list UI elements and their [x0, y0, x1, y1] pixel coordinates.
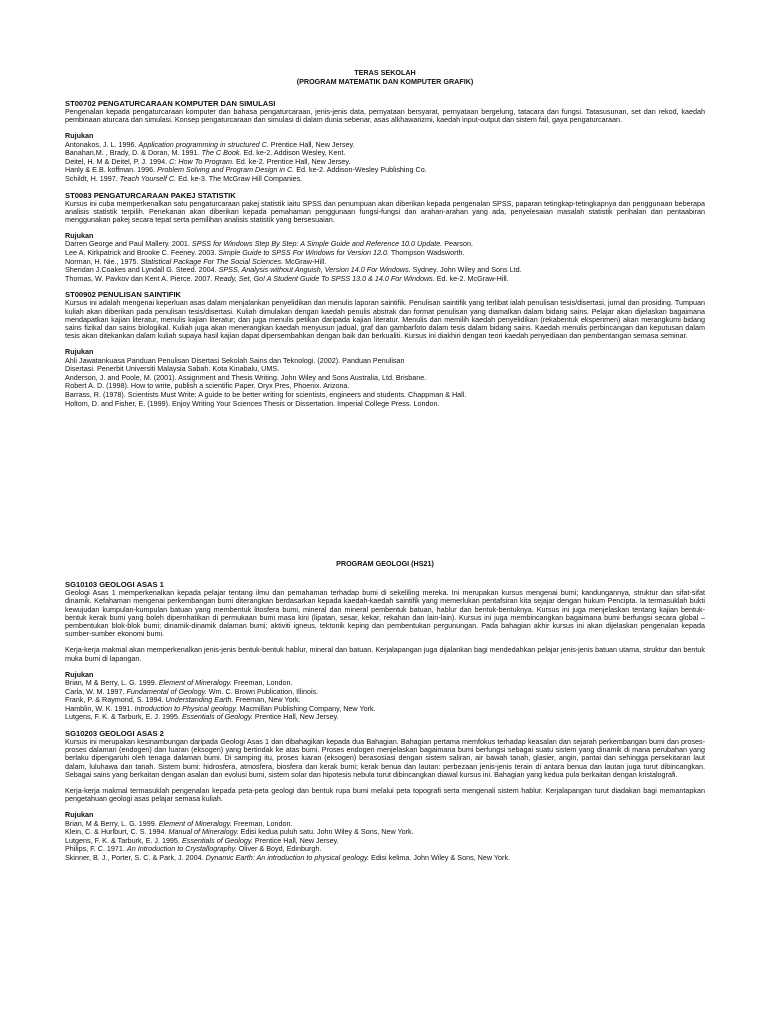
page-title: TERAS SEKOLAH	[354, 68, 416, 77]
reference-text: Carla, W. M. 1997.	[65, 686, 127, 696]
reference-title: Application programming in structured C.	[138, 139, 269, 149]
reference-title: The C Book.	[201, 148, 242, 158]
reference-publisher: Ed. ke-2. Addison Wesley, Kent.	[241, 148, 346, 158]
reference-text: Darren George and Paul Mallery. 2001.	[65, 239, 192, 249]
reference-text: Barrass, R. (1978). Scientists Must Write: A guide to be better writing for scientists, engineers and students. Chappman & Hall.	[65, 389, 467, 399]
references-heading: Rujukan	[65, 810, 94, 820]
reference-title: Element of Mineralogy.	[158, 677, 232, 687]
document-page	[65, 68, 705, 863]
course-title: ST00702 PENGATURCARAAN KOMPUTER DAN SIMULASI	[65, 99, 276, 108]
references-heading: Rujukan	[65, 231, 94, 241]
reference-text: Anderson, J. and Poole, M. (2001). Assignment and Thesis Writing. John Wiley and Sons Australia, Ltd. Brisbane.	[65, 372, 427, 382]
reference-title: Simple Guide to SPSS For Windows for Version 12.0.	[218, 247, 389, 257]
reference-publisher: Ed. ke-2. Addison-Wesley Publishing Co.	[294, 165, 427, 175]
reference-entry	[65, 854, 705, 863]
reference-text: Norman, H. Nie., 1975.	[65, 256, 141, 266]
reference-publisher: Freeman, London.	[231, 677, 293, 687]
course-description: Geologi Asas 1 memperkenalkan kepada pelajar tentang ilmu dan pemahaman terhadap bumi di sekeliling mereka. Ini merupakan kursus mengenai bumi; kandungannya, struktur dan sifat-sifat dinamik. Kefahaman mengenai perkembangan bumi diterangkan berdasarkan kepada kaedah-kaedah saintifik yang memerlukan pentafsiran kita sejajar dengan hukum Pencipta. Ia termasuklah bukti kewujudan kumpulan-kumpulan batuan yang membentuk litosfera bumi, mineral dan mineral pembentuk batuan, hablur dan bentuk-bentuknya. Kursus ini juga menjelaskan tentang kajian bentuk-bentuk kerak bumi yang boleh dipernhatikan di permukaan bumi masa kini (lipatan, sesar, kekar, rekahan dan lain-lain). Kursus ini juga membincangkan bagaimana bumi berfungsi secara global – pembentukan blok-blok bumi; dinamik-dinamik dalaman bumi; aktiviti igneus, tektonik keping dan pembentukan pergunungan. Pada bahagian akhir kursus ini akan dijelaskan pengenalan kepada sumber-sumber ekonomi bumi.	[65, 588, 705, 639]
references-heading: Rujukan	[65, 669, 94, 679]
reference-title: Element of Mineralogy.	[158, 818, 232, 828]
course-description: Kerja-kerja makmal termasuklah pengenalan kepada peta-peta geologi dan bentuk rupa bumi melalui peta topografi serta mengenali sistem hablur. Kerjalapangan turut diadakan bagi memantapkan pengetahuan geologi asas pelajar semasa kuliah.	[65, 785, 705, 804]
course-section	[65, 580, 705, 722]
reference-text: Deitel, H. M & Deitel, P. J. 1994.	[65, 156, 170, 166]
reference-title: Fundamental of Geology.	[126, 686, 207, 696]
course-description: Kerja-kerja makmal akan memperkenalkan jenis-jenis bentuk-bentuk hablur, mineral dan batuan. Kerjalapangan juga dijalankan bagi mendedahkan pelajar jenis-jenis batuan utama, struktur dan bentuk muka bumi di lapangan.	[65, 645, 705, 663]
reference-publisher: Prentice Hall, New Jersey.	[252, 835, 339, 845]
reference-publisher: Freeman, London.	[231, 818, 293, 828]
references-heading: Rujukan	[65, 131, 94, 141]
reference-entry	[65, 400, 705, 409]
reference-text: Antonakos, J. L. 1996.	[65, 139, 139, 149]
reference-title: SPSS, Analysis without Anguish, Version 14.0 For Windows.	[218, 265, 411, 275]
reference-text: Disertasi. Penerbit Universiti Malaysia Sabah. Kota Kinabalu, UMS.	[65, 364, 280, 374]
reference-publisher: Thompson Wadsworth.	[388, 247, 465, 257]
course-list-computing	[65, 99, 705, 408]
reference-title: Ready, Set, Go! A Student Guide To SPSS 13.0 & 14.0 For Windows.	[214, 273, 435, 283]
reference-publisher: Sydney. John Wiley and Sons Ltd.	[410, 265, 522, 275]
reference-text: Lutgens, F. K. & Tarburk, E. J. 1995.	[65, 712, 182, 722]
reference-publisher: Macmillan Publishing Company, New York.	[237, 703, 376, 713]
course-description: Pengenalan kepada pengaturcaraan komputer dan bahasa pengaturcaraan, jenis-jenis data, pernyataan bersyarat, pernyataan bergelung, tatacara dan fungsi. Tatasusunan, set dan rekod, kaedah pembinaan aturcara dan simulasi. Konsep pengaturcaraan dan simulasi di dalam dunia sebenar, asas alkhawarizmi, kaedah input-output dan sistem fail, gaya pengaturcaraan.	[65, 107, 705, 125]
reference-entry	[65, 275, 705, 284]
reference-title: Essentials of Geology.	[181, 712, 253, 722]
reference-text: Brian, M & Berry, L. G. 1999.	[65, 818, 159, 828]
reference-text: Frank, P. & Raymond, S. 1994.	[65, 695, 166, 705]
reference-publisher: Prentice Hall, New Jersey.	[252, 712, 339, 722]
reference-title: Essentials of Geology.	[181, 835, 253, 845]
reference-title: Understanding Earth.	[165, 695, 234, 705]
reference-text: Hanly & E.B. koffman. 1996.	[65, 165, 158, 175]
reference-publisher: Edisi kedua puluh satu. John Wiley & Sons, New York.	[238, 827, 414, 837]
reference-text: Ahli Jawatankuasa Panduan Penulisan Disertasi Sekolah Sains dan Teknologi. (2002). Panduan Penulisan	[65, 355, 405, 365]
reference-text: Robert A. D. (1998). How to write, publish a scientific Paper. Oryx Pres, Phoenix. Arizona.	[65, 381, 350, 391]
reference-text: Philips, F. C. 1971.	[65, 844, 127, 854]
reference-entry	[65, 175, 705, 184]
reference-publisher: Ed. ke-2. McGraw-Hill.	[434, 273, 509, 283]
section-title-geologi: PROGRAM GEOLOGI (HS21)	[336, 559, 434, 569]
course-title: ST00902 PENULISAN SAINTIFIK	[65, 290, 182, 300]
course-description: Kursus ini merupakan kesinambungan daripada Geologi Asas 1 dan dibahagikan kepada dua Bahagian. Bahagian pertama memfokus terhadap keasalan dan sejarah perkembangan bumi dan proses-proses dalaman (endogen) dan luaran (eksogen) yang bertindak ke atas bumi. Proses endogen menjelaskan bagaimana bumi berfungsi sebagai suatu sistem yang dinamik di mana perubahan yang berlaku dipengaruhi oleh tenaga dalaman bumi. Di samping itu, proses luaran (eksogen) berasosiasi dengan sistem saliran, air bawah tanah, glasier, angin, pantai dan sehingga persekitaran laut dalam, luluhawa dan tanah. Sistem bumi: hidrosfera, atmosfera, biosfera dan kerak bumi; kerak benua dan lautan: perbezaan jenis-jenis terain di antara benua dan lautan juga turut dibincangkan. Sebagai sains yang berkaitan dengan asalan dan evolusi bumi, sistem solar dan hipotesis nebula turut dibincangkan diawal kursus ini. Bahagian yang kedua pula berkaitan dengan kristalografi.	[65, 736, 705, 779]
references-heading: Rujukan	[65, 347, 94, 357]
reference-title: Introduction to Physical geology.	[134, 703, 238, 713]
reference-publisher: McGraw-Hill.	[283, 256, 327, 266]
reference-text: Lutgens, F. K. & Tarburk, E. J. 1995.	[65, 835, 182, 845]
reference-publisher: Ed. ke-3. The McGraw Hill Companies.	[176, 173, 303, 183]
reference-text: Klein, C. & Hurlburt, C. S. 1994.	[65, 827, 169, 837]
reference-publisher: Oliver & Boyd, Edinburgh.	[236, 844, 322, 854]
reference-text: Sheridan J.Coakes and Lyndall G. Steed. 2004.	[65, 265, 219, 275]
reference-publisher: Wm. C. Brown Publication, Illinois.	[206, 686, 319, 696]
reference-title: Dynamic Earth: An introduction to physical geology.	[205, 852, 370, 862]
course-title: SG10103 GEOLOGI ASAS 1	[65, 580, 164, 590]
course-title: ST0083 PENGATURCARAAN PAKEJ STATISTIK	[65, 190, 236, 200]
reference-entry	[65, 713, 705, 722]
course-section	[65, 729, 705, 863]
course-description: Kursus ini adalah mengenai keperluan asas dalam menjalankan penyelidikan dan menulis laporan saintifik. Penulisan saintifik yang terlibat ialah penulisan tesis/disertasi, jurnal dan prosiding. Tumpuan kuliah akan diberikan pada penulisan tesis/disertasi. Kuliah dimulakan dengan kaedah penulis abstrak dan format penulisan yang diamalkan dalam bidang sains. Pelajar akan dijelaskan bagaimana mendapatkan kajian literatur, menulis kajian literatur; dan juga menulis petikan daripada kajian literatur. Menulis dan memilih kaedah penyelidikan (rekabentuk eksperimen) akan merangkumi bidang sains fizikal dan sains biologikal. Kuliah juga akan menerangkan kaedah menyusun jadual, graf dan gambarfoto dalam tesis dalam bidang sains. Kaedah menulis perbincangan dan keputusan dalam tesis akan ditekankan dalam kuliah supaya hasil kajian dapat dipersembahkan dengan baik dan berkualiti. Kursus ini diakhiri dengan teori kaedah penyediaan dan pembentangan semasa seminar.	[65, 298, 705, 341]
reference-text: Hamblin, W. K. 1991.	[65, 703, 135, 713]
page-subtitle: (PROGRAM MATEMATIK DAN KOMPUTER GRAFIK)	[296, 77, 474, 86]
reference-title: Problem Solving and Program Design in C.	[157, 165, 295, 175]
reference-title: SPSS for Windows Step By Step: A Simple Guide and Reference 10.0 Update.	[191, 239, 443, 249]
reference-publisher: Edisi kelima. John Wiley & Sons, New York.	[369, 852, 511, 862]
reference-text: Schildt, H. 1997.	[65, 173, 120, 183]
reference-text: Banahan,M. , Brady, D. & Doran, M. 1991.	[65, 148, 202, 158]
reference-publisher: Freeman, New York.	[233, 695, 301, 705]
reference-text: Holtom, D. and Fisher, E. (1999). Enjoy Writing Your Sciences Thesis or Dissertation. Imperial College Press. London.	[65, 398, 440, 408]
reference-text: Thomas, W. Pavkov dan Kent A. Pierce. 2007.	[65, 273, 215, 283]
course-description: Kursus ini cuba memperkenalkan satu pengaturcaraan pakej statistik iaitu SPSS dan penumpuan akan diberikan kepada pengenalan SPSS, paparan tetingkap-tetingkapnya dan penggunaan beberapa analisis statistik terpilih. Penekanan akan diberikan kepada pemahaman penggunaan fungsi-fungsi dan arahan-arahan yang ada, penyelesaian masalah statistik perihalan dan pentaabiran menggunakan pakej secara tepat serta pemilihan analisis statistik yang bersesuaian.	[65, 198, 705, 224]
reference-publisher: Ed. ke-2. Prentice Hall, New Jersey.	[233, 156, 351, 166]
course-list-geologi	[65, 580, 705, 862]
reference-text: Brian, M & Berry, L. G. 1999.	[65, 677, 159, 687]
course-title: SG10203 GEOLOGI ASAS 2	[65, 728, 164, 738]
course-section	[65, 191, 705, 284]
reference-title: C: How To Program.	[169, 156, 234, 166]
reference-title: Statistical Package For The Social Sciences.	[140, 256, 284, 266]
reference-text: Lee A. Kirkpatrick and Brooke C. Feeney. 2003.	[65, 247, 219, 257]
course-section	[65, 99, 705, 184]
course-section	[65, 290, 705, 408]
reference-title: An Introduction to Crystallography.	[126, 844, 237, 854]
reference-publisher: Prentice Hall, New Jersey.	[268, 139, 355, 149]
reference-text: Skinner, B. J., Porter, S. C. & Park, J. 2004.	[65, 852, 206, 862]
reference-title: Teach Yourself C.	[119, 173, 177, 183]
reference-publisher: Pearson.	[442, 239, 473, 249]
reference-title: Manual of Mineralogy.	[168, 827, 239, 837]
